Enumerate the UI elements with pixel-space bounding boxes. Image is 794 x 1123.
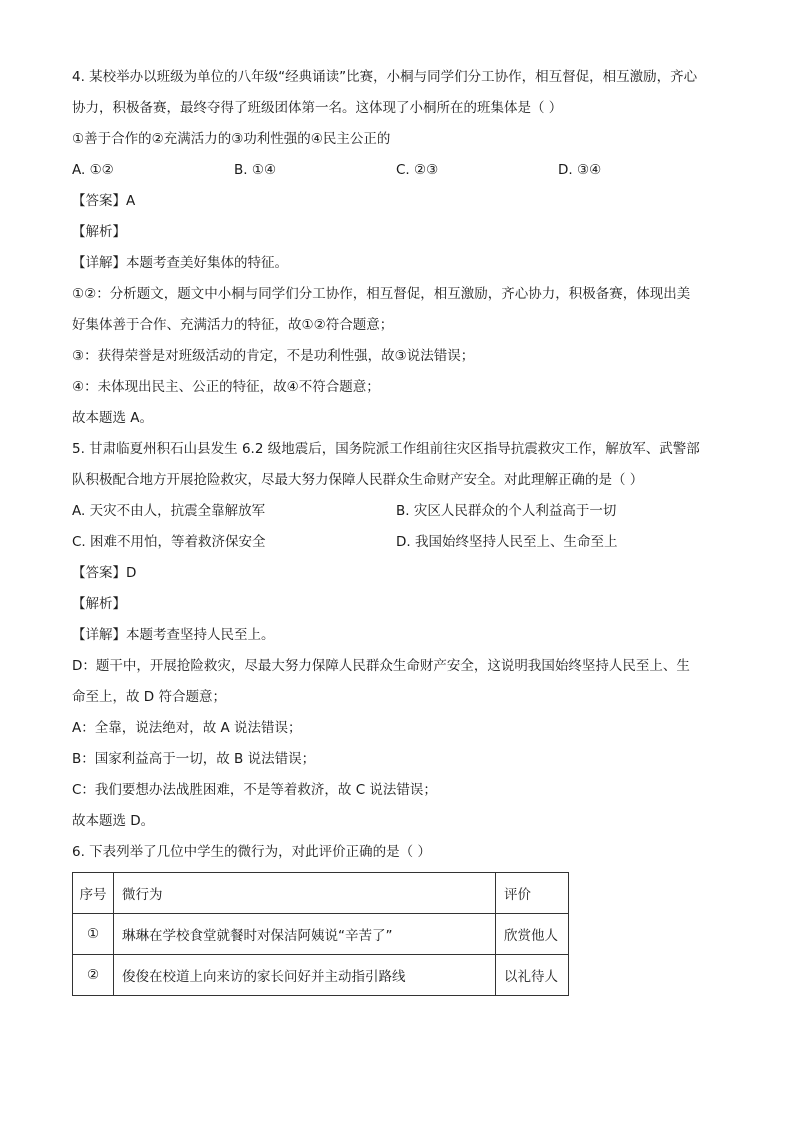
- q4-option-b: B. ①④: [234, 162, 277, 178]
- header-index: 序号: [73, 873, 114, 914]
- q5-option-d: D. 我国始终坚持人民至上、生命至上: [396, 534, 618, 550]
- row1-behavior: 琳琳在学校食堂就餐时对保洁阿姨说“辛苦了”: [114, 914, 496, 955]
- q5-detail: 【详解】本题考查坚持人民至上。: [72, 627, 275, 643]
- q5-analysis-label: 【解析】: [72, 596, 126, 612]
- q5-option-a: A. 天灾不由人，抗震全靠解放军: [72, 503, 266, 519]
- q4-option-d: D. ③④: [558, 162, 602, 178]
- exam-page: [72, 62, 732, 996]
- row2-index: ②: [73, 955, 114, 996]
- q4-options: [72, 155, 732, 186]
- q4-option-c: C. ②③: [396, 162, 439, 178]
- table-header-row: [73, 873, 569, 914]
- q4-answer: 【答案】A: [72, 193, 136, 209]
- q4-explain-3: ③：获得荣誉是对班级活动的肯定，不是功利性强，故③说法错误；: [72, 348, 475, 364]
- q5-explain-6: 故本题选 D。: [72, 813, 155, 829]
- table-row: [73, 914, 569, 955]
- row2-behavior: 俊俊在校道上向来访的家长问好并主动指引路线: [114, 955, 496, 996]
- q5-stem-line2: 队积极配合地方开展抢险救灾，尽最大努力保障人民群众生命财产安全。对此理解正确的是（ ）: [72, 472, 644, 488]
- q4-analysis-label: 【解析】: [72, 224, 126, 240]
- q5-options-row1: [72, 496, 732, 527]
- q5-explain-1: D：题干中，开展抢险救灾，尽最大努力保障人民群众生命财产安全，这说明我国始终坚持人民至上、生: [72, 658, 690, 674]
- q4-choices: ①善于合作的②充满活力的③功利性强的④民主公正的: [72, 131, 391, 147]
- q5-option-c: C. 困难不用怕，等着救济保安全: [72, 534, 266, 550]
- micro-behavior-table: [72, 872, 569, 996]
- q6-stem-line1: 6. 下表列举了几位中学生的微行为，对此评价正确的是（ ）: [72, 844, 431, 860]
- q5-options-row2: [72, 527, 732, 558]
- q4-detail: 【详解】本题考查美好集体的特征。: [72, 255, 288, 271]
- header-evaluation: 评价: [496, 873, 569, 914]
- row1-index: ①: [73, 914, 114, 955]
- table-row: [73, 955, 569, 996]
- q4-explain-2: 好集体善于合作、充满活力的特征，故①②符合题意；: [72, 317, 394, 333]
- q5-explain-4: B：国家利益高于一切，故 B 说法错误；: [72, 751, 316, 767]
- q4-option-a: A. ①②: [72, 162, 114, 178]
- q5-explain-5: C：我们要想办法战胜困难，不是等着救济，故 C 说法错误；: [72, 782, 437, 798]
- q4-stem-line1: 4. 某校举办以班级为单位的八年级“经典诵读”比赛，小桐与同学们分工协作，相互督促，相互激励，齐心: [72, 69, 698, 85]
- q5-stem-line1: 5. 甘肃临夏州积石山县发生 6.2 级地震后，国务院派工作组前往灾区指导抗震救灾工作，解放军、武警部: [72, 441, 700, 457]
- q4-explain-4: ④：未体现出民主、公正的特征，故④不符合题意；: [72, 379, 380, 395]
- row2-evaluation: 以礼待人: [496, 955, 569, 996]
- q4-stem-line2: 协力，积极备赛，最终夺得了班级团体第一名。这体现了小桐所在的班集体是（ ）: [72, 100, 563, 116]
- header-behavior: 微行为: [114, 873, 496, 914]
- q4-explain-5: 故本题选 A。: [72, 410, 154, 426]
- q4-explain-1: ①②：分析题文，题文中小桐与同学们分工协作，相互督促，相互激励，齐心协力，积极备赛，体现出美: [72, 286, 691, 302]
- q5-explain-2: 命至上，故 D 符合题意；: [72, 689, 226, 705]
- q5-answer: 【答案】D: [72, 565, 137, 581]
- q5-option-b: B. 灾区人民群众的个人利益高于一切: [396, 503, 617, 519]
- q5-explain-3: A：全靠，说法绝对，故 A 说法错误；: [72, 720, 302, 736]
- row1-evaluation: 欣赏他人: [496, 914, 569, 955]
